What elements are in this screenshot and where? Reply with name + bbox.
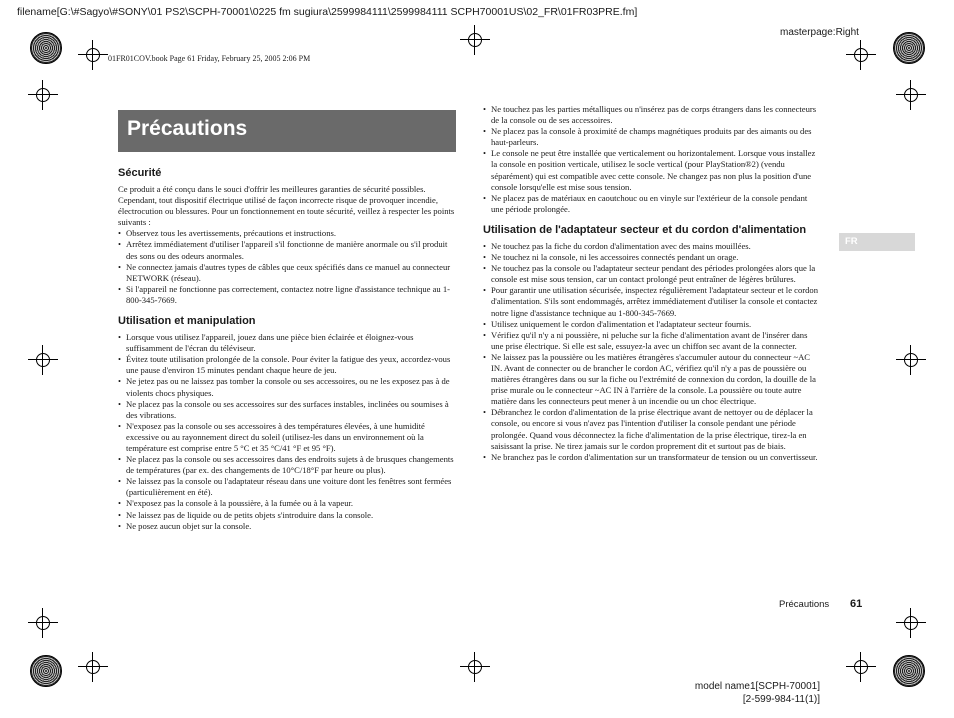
list-item: • Ne touchez pas les parties métalliques ou n'insérez pas de corps étrangers dans les connecteurs de la console ou de ses accessoires. xyxy=(483,104,821,126)
list-item: • Vérifiez qu'il n'y a ni poussière, ni peluche sur la fiche d'alimentation avant de l'insérer dans une prise électrique. Si elle est sale, essuyez-la avec un chiffon sec avant de la connecter. xyxy=(483,330,821,352)
crop-mark-icon xyxy=(460,652,490,682)
list-item: • Ne placez pas la console ou ses accessoires dans des endroits sujets à de brusques changements de températures (par ex. des changements de 10°C/18°F par heure ou plus). xyxy=(118,454,458,476)
list-item: • Ne connectez jamais d'autres types de câbles que ceux spécifiés dans ce manuel au connecteur NETWORK (réseau). xyxy=(118,262,458,284)
list-item: • Ne touchez pas la console ou l'adaptateur secteur pendant des périodes prolongées alors que la console est mise sous tension, car un contact prolongé peut entraîner de légères brûlures. xyxy=(483,263,821,285)
adapter-list xyxy=(483,241,821,463)
list-item: • Ne placez pas la console à proximité de champs magnétiques produits par des aimants ou des haut-parleurs. xyxy=(483,126,821,148)
section-heading-securite: Sécurité xyxy=(118,167,162,179)
language-tab-label: FR xyxy=(845,236,858,247)
crop-mark-icon xyxy=(78,652,108,682)
book-info-line: 01FR01COV.book Page 61 Friday, February 25, 2005 2:06 PM xyxy=(108,54,311,63)
crop-mark-icon xyxy=(896,608,926,638)
registration-disc-icon xyxy=(893,32,925,64)
page-title: Précautions xyxy=(127,117,248,140)
document-code-line: [2-599-984-11(1)] xyxy=(742,694,820,705)
list-item: • Ne laissez pas la console ou l'adaptateur réseau dans une voiture dont les fenêtres sont fermées (particulièrement en été). xyxy=(118,476,458,498)
crop-mark-icon xyxy=(896,345,926,375)
handling-list-continued xyxy=(483,104,821,215)
crop-mark-icon xyxy=(846,40,876,70)
model-name-line: model name1[SCPH-70001] xyxy=(694,681,820,692)
list-item: • Évitez toute utilisation prolongée de la console. Pour éviter la fatigue des yeux, accordez-vous une pause d'environ 15 minutes pendant chaque heure de jeu. xyxy=(118,354,458,376)
list-item: • Ne laissez pas de liquide ou de petits objets s'introduire dans la console. xyxy=(118,510,458,521)
crop-mark-icon xyxy=(846,652,876,682)
registration-disc-icon xyxy=(30,655,62,687)
registration-disc-icon xyxy=(893,655,925,687)
right-column xyxy=(483,104,821,463)
registration-disc-icon xyxy=(30,32,62,64)
list-item: • Ne laissez pas la poussière ou les matières étrangères s'accumuler autour du connecteur ~AC IN. Avant de connecter ou de brancher le cordon AC, vérifiez qu'il n'y a pas de poussière ou matières étrangères dans ou sur la fiche ou l'extrémité de connexion du cordon, la douille de la prise murale ou le connecteur ~AC IN à l'arrière de la console. La poussière ou toute autre matière dans les connecteurs peut mener à un incendie ou un choc électrique. xyxy=(483,352,821,407)
section-heading-adaptateur: Utilisation de l'adaptateur secteur et du cordon d'alimentation xyxy=(483,223,807,236)
list-item: • Ne jetez pas ou ne laissez pas tomber la console ou ses accessoires, ou ne les exposez pas à de violents chocs physiques. xyxy=(118,376,458,398)
list-item: • Si l'appareil ne fonctionne pas correctement, contactez notre ligne d'assistance technique au 1-800-345-7669. xyxy=(118,284,458,306)
list-item: • Observez tous les avertissements, précautions et instructions. xyxy=(118,228,458,239)
securite-intro: Ce produit a été conçu dans le souci d'offrir les meilleures garanties de sécurité possibles. Cependant, tout dispositif électrique utilisé de façon incorrecte risque de provoquer incendie, électrocution ou blessures. Pour un fonctionnement en toute sécurité, veillez à respecter les points suivants : xyxy=(118,184,455,228)
list-item: • Ne touchez ni la console, ni les accessoires connectés pendant un orage. xyxy=(483,252,821,263)
list-item: • Ne placez pas la console ou ses accessoires sur des surfaces instables, inclinées ou soumises à des vibrations. xyxy=(118,399,458,421)
masterpage-label: masterpage:Right xyxy=(780,27,859,38)
footer-section-title: Précautions xyxy=(779,599,830,610)
page-number: 61 xyxy=(850,598,863,610)
crop-mark-icon xyxy=(460,25,490,55)
list-item: • Pour garantir une utilisation sécurisée, inspectez régulièrement l'adaptateur secteur et le cordon d'alimentation. S'ils sont endommagés, arrêtez immédiatement d'utiliser la console et contactez notre ligne d'assistance technique au 1-800-345-7669. xyxy=(483,285,821,318)
list-item: • Débranchez le cordon d'alimentation de la prise électrique avant de nettoyer ou de déplacer la console, ou encore si vous n'avez pas l'intention d'utiliser la console pendant une période prolongée. Quand vous déconnectez la fiche d'alimentation de la prise électrique, tirez-la en saisissant la prise. Ne tirez jamais sur le cordon proprement dit et surtout pas de biais. xyxy=(483,407,821,451)
left-column xyxy=(118,166,458,532)
crop-mark-icon xyxy=(28,608,58,638)
utilisation-list xyxy=(118,332,458,532)
crop-mark-icon xyxy=(78,40,108,70)
list-item: • Le console ne peut être installée que verticalement ou horizontalement. Lorsque vous installez la console en position verticale, utilisez le socle vertical (pour PlayStation®2) (vendu séparément) qui est compatible avec cette console. Ne changez pas non plus la position d'une console lorsqu'elle est mise sous tension. xyxy=(483,148,821,192)
section-heading-utilisation: Utilisation et manipulation xyxy=(118,315,256,328)
crop-mark-icon xyxy=(28,345,58,375)
list-item: • Arrêtez immédiatement d'utiliser l'appareil s'il fonctionne de manière anormale ou s'il produit des sons ou des odeurs anormales. xyxy=(118,239,458,261)
list-item: • Ne branchez pas le cordon d'alimentation sur un transformateur de tension ou un convertisseur. xyxy=(483,452,821,463)
securite-list xyxy=(118,228,458,306)
list-item: • Ne placez pas de matériaux en caoutchouc ou en vinyle sur l'extérieur de la console pendant une période prolongée. xyxy=(483,193,821,215)
crop-mark-icon xyxy=(896,80,926,110)
list-item: • Ne touchez pas la fiche du cordon d'alimentation avec des mains mouillées. xyxy=(483,241,821,252)
filename-header: filename[G:\#Sagyo\#SONY\01 PS2\SCPH-70001\0225 fm sugiura\2599984111\2599984111 SCPH70001US\02_FR\01FR03PRE.fm] xyxy=(17,6,638,18)
list-item: • Lorsque vous utilisez l'appareil, jouez dans une pièce bien éclairée et éloignez-vous suffisamment de l'écran du téléviseur. xyxy=(118,332,458,354)
list-item: • Ne posez aucun objet sur la console. xyxy=(118,521,458,532)
crop-mark-icon xyxy=(28,80,58,110)
list-item: • Utilisez uniquement le cordon d'alimentation et l'adaptateur secteur fournis. xyxy=(483,319,821,330)
list-item: • N'exposez pas la console ou ses accessoires à des températures élevées, à une humidité excessive ou au rayonnement direct du soleil (utilisez-les dans un environnement où la température est comprise entre 5 °C et 35 °C/41 °F et 95 °F). xyxy=(118,421,458,454)
list-item: • N'exposez pas la console à la poussière, à la fumée ou à la vapeur. xyxy=(118,498,458,509)
